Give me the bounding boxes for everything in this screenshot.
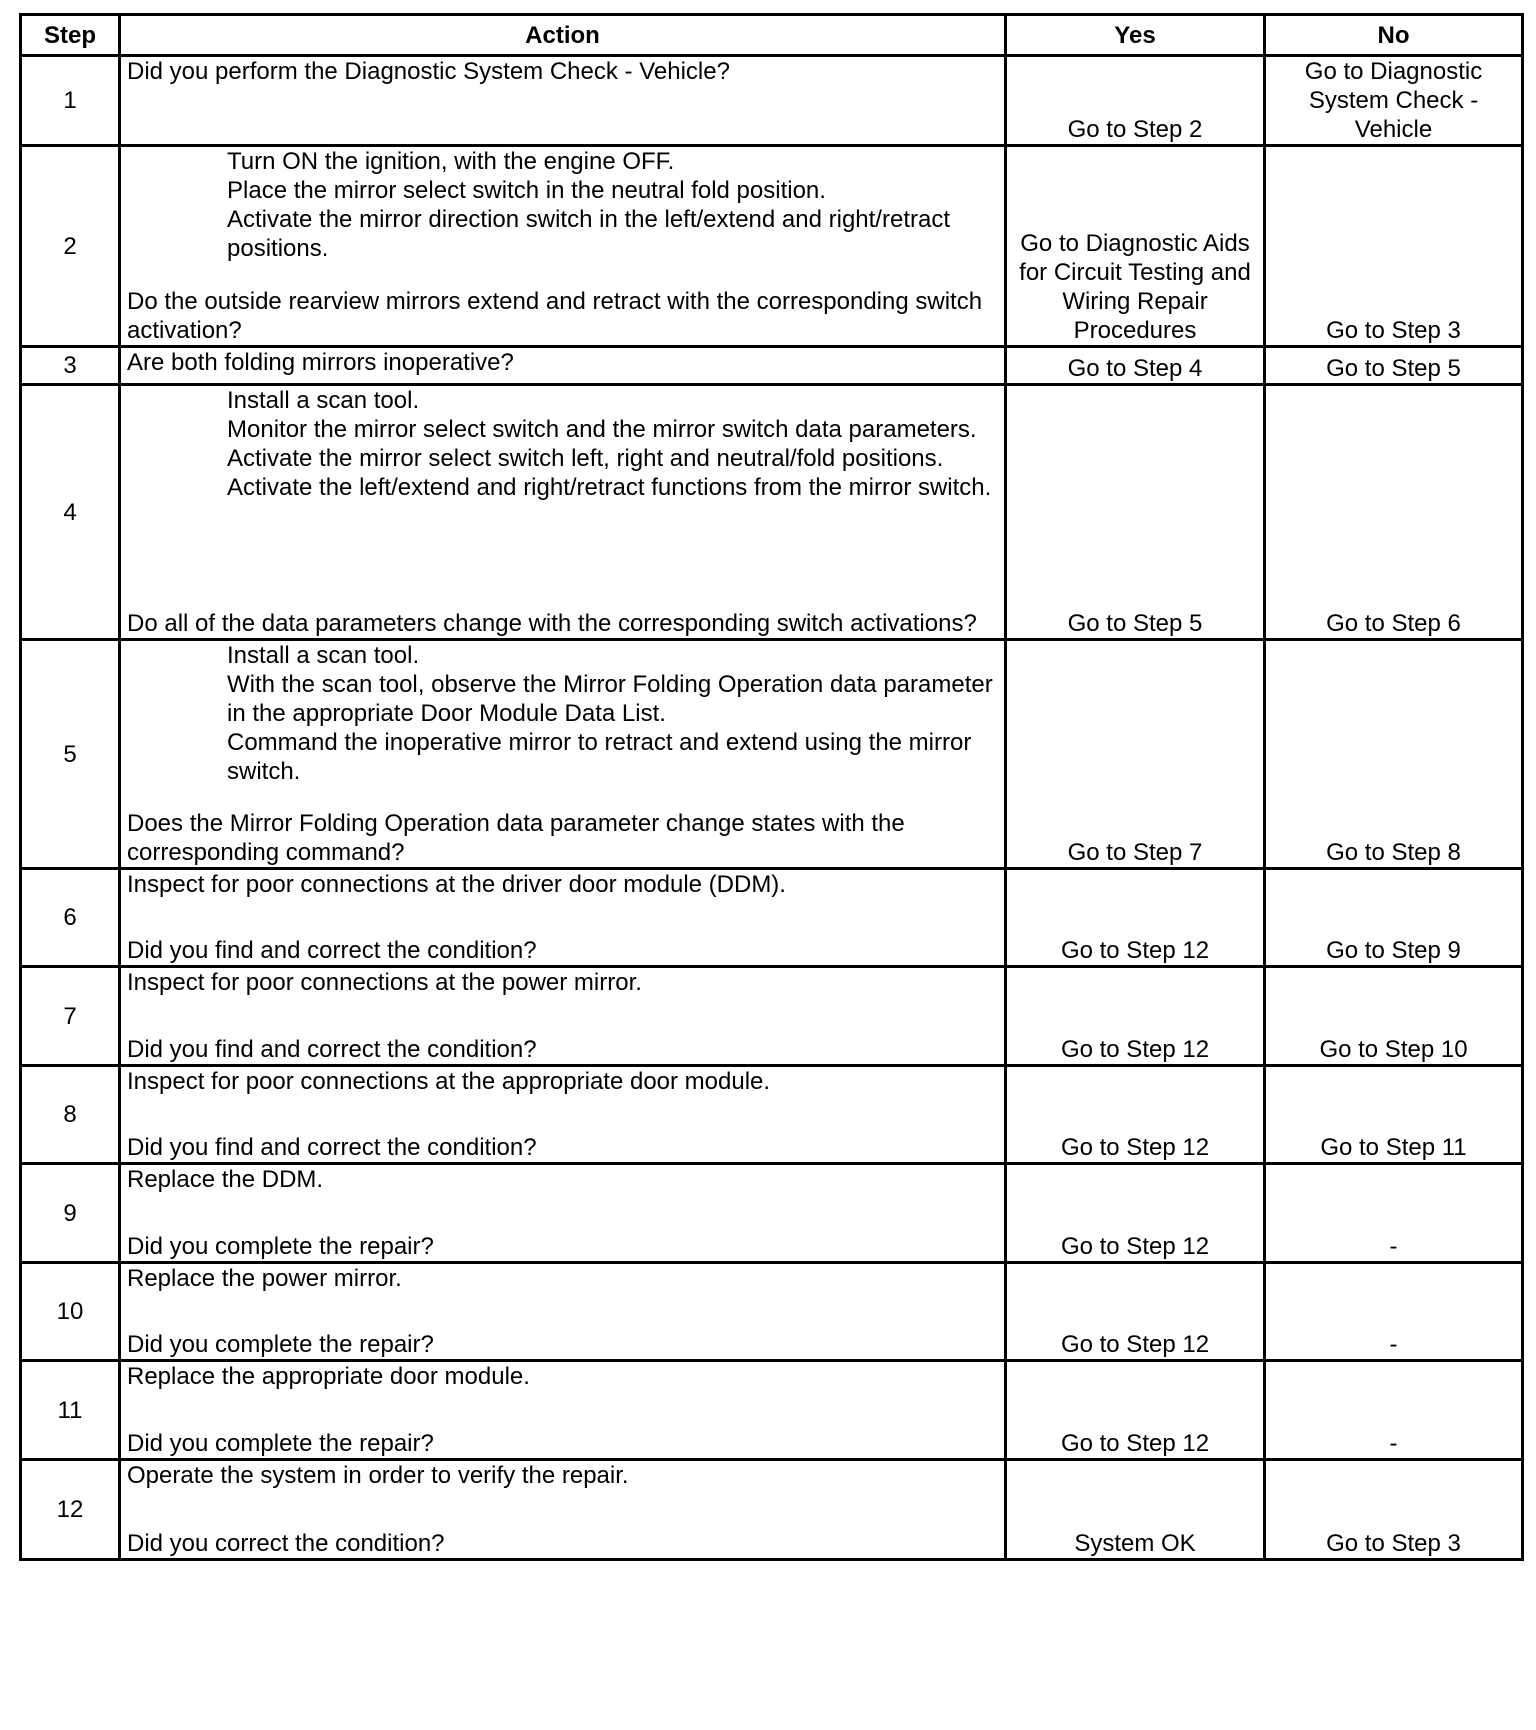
no-result: - — [1265, 1263, 1523, 1361]
step-number: 2 — [21, 146, 120, 347]
action-content — [127, 641, 998, 867]
yes-result: Go to Diagnostic Aids for Circuit Testing and Wiring Repair Procedures — [1006, 146, 1265, 347]
header-step: Step — [21, 15, 120, 56]
action-instruction: Inspect for poor connections at the driver door module (DDM). — [127, 871, 786, 898]
action-content — [127, 348, 998, 383]
action-instruction: Inspect for poor connections at the appropriate door module. — [127, 1068, 771, 1095]
step-number: 11 — [21, 1361, 120, 1460]
step-number: 12 — [21, 1460, 120, 1560]
action-cell — [120, 869, 1006, 967]
action-question: Did you complete the repair? — [127, 1430, 434, 1457]
instruction-item: Install a scan tool. — [227, 387, 420, 414]
no-result: Go to Diagnostic System Check - Vehicle — [1265, 56, 1523, 146]
yes-result: Go to Step 12 — [1006, 967, 1265, 1066]
instruction-item: Command the inoperative mirror to retract and extend using the mirror switch. — [227, 729, 972, 785]
action-content — [127, 1362, 998, 1458]
step-number: 1 — [21, 56, 120, 146]
yes-result: Go to Step 12 — [1006, 1361, 1265, 1460]
action-cell — [120, 1460, 1006, 1560]
action-content — [127, 1165, 998, 1261]
action-instruction: Inspect for poor connections at the power mirror. — [127, 969, 642, 996]
instruction-item: Activate the left/extend and right/retract functions from the mirror switch. — [227, 474, 992, 501]
table-row — [21, 56, 1523, 146]
instruction-item: Place the mirror select switch in the neutral fold position. — [227, 177, 826, 204]
action-instruction: Replace the appropriate door module. — [127, 1363, 530, 1390]
step-number: 10 — [21, 1263, 120, 1361]
action-content — [127, 147, 998, 345]
step-number: 3 — [21, 347, 120, 385]
yes-result: System OK — [1006, 1460, 1265, 1560]
action-content — [127, 386, 998, 638]
action-cell — [120, 967, 1006, 1066]
table-row — [21, 640, 1523, 869]
action-content — [127, 1264, 998, 1359]
no-result: Go to Step 3 — [1265, 1460, 1523, 1560]
no-result: Go to Step 11 — [1265, 1066, 1523, 1164]
table-body — [21, 56, 1523, 1560]
action-question: Did you perform the Diagnostic System Check - Vehicle? — [127, 58, 730, 85]
yes-result: Go to Step 5 — [1006, 385, 1265, 640]
instruction-item: Install a scan tool. — [227, 642, 420, 669]
table-row — [21, 1263, 1523, 1361]
instruction-item: With the scan tool, observe the Mirror Folding Operation data parameter in the appropriate Door Module Data List. — [227, 671, 993, 727]
header-no: No — [1265, 15, 1523, 56]
instruction-item: Activate the mirror select switch left, right and neutral/fold positions. — [227, 445, 944, 472]
instruction-item: Monitor the mirror select switch and the mirror switch data parameters. — [227, 416, 977, 443]
table-row — [21, 1361, 1523, 1460]
no-result: - — [1265, 1164, 1523, 1263]
yes-result: Go to Step 12 — [1006, 1263, 1265, 1361]
action-question: Did you complete the repair? — [127, 1331, 434, 1358]
action-cell — [120, 347, 1006, 385]
yes-result: Go to Step 12 — [1006, 1164, 1265, 1263]
action-question: Are both folding mirrors inoperative? — [127, 349, 514, 376]
step-number: 8 — [21, 1066, 120, 1164]
action-instruction: Operate the system in order to verify the repair. — [127, 1462, 629, 1489]
table-row — [21, 1460, 1523, 1560]
no-result: Go to Step 5 — [1265, 347, 1523, 385]
step-number: 4 — [21, 385, 120, 640]
action-question: Did you correct the condition? — [127, 1530, 445, 1557]
action-question: Do all of the data parameters change with the corresponding switch activations? — [127, 610, 977, 637]
diagnostic-table — [19, 13, 1524, 1561]
header-row — [21, 15, 1523, 56]
table-row — [21, 967, 1523, 1066]
instruction-list — [127, 147, 998, 263]
table-row — [21, 146, 1523, 347]
action-instruction: Replace the DDM. — [127, 1166, 324, 1193]
no-result: Go to Step 3 — [1265, 146, 1523, 347]
table-row — [21, 347, 1523, 385]
yes-result: Go to Step 2 — [1006, 56, 1265, 146]
no-result: Go to Step 6 — [1265, 385, 1523, 640]
step-number: 6 — [21, 869, 120, 967]
no-result: Go to Step 9 — [1265, 869, 1523, 967]
step-number: 5 — [21, 640, 120, 869]
action-content — [127, 870, 998, 965]
action-content — [127, 57, 998, 144]
action-cell — [120, 640, 1006, 869]
table-row — [21, 385, 1523, 640]
action-question: Did you find and correct the condition? — [127, 1134, 537, 1161]
no-result: Go to Step 10 — [1265, 967, 1523, 1066]
instruction-list — [127, 386, 998, 502]
step-number: 7 — [21, 967, 120, 1066]
action-content — [127, 1461, 998, 1558]
action-cell — [120, 1263, 1006, 1361]
action-content — [127, 1067, 998, 1162]
action-question: Did you complete the repair? — [127, 1233, 434, 1260]
header-yes: Yes — [1006, 15, 1265, 56]
instruction-item: Turn ON the ignition, with the engine OFF. — [227, 148, 675, 175]
step-number: 9 — [21, 1164, 120, 1263]
action-question: Does the Mirror Folding Operation data parameter change states with the corresponding command? — [127, 810, 905, 866]
table-row — [21, 869, 1523, 967]
action-cell — [120, 146, 1006, 347]
yes-result: Go to Step 12 — [1006, 1066, 1265, 1164]
action-question: Do the outside rearview mirrors extend and retract with the corresponding switch activation? — [127, 288, 983, 344]
yes-result: Go to Step 12 — [1006, 869, 1265, 967]
action-cell — [120, 56, 1006, 146]
yes-result: Go to Step 4 — [1006, 347, 1265, 385]
action-content — [127, 968, 998, 1064]
instruction-list — [127, 641, 998, 786]
yes-result: Go to Step 7 — [1006, 640, 1265, 869]
table-row — [21, 1164, 1523, 1263]
action-cell — [120, 1361, 1006, 1460]
no-result: Go to Step 8 — [1265, 640, 1523, 869]
table-row — [21, 1066, 1523, 1164]
action-instruction: Replace the power mirror. — [127, 1265, 402, 1292]
no-result: - — [1265, 1361, 1523, 1460]
action-cell — [120, 385, 1006, 640]
action-question: Did you find and correct the condition? — [127, 1036, 537, 1063]
header-action: Action — [120, 15, 1006, 56]
action-question: Did you find and correct the condition? — [127, 937, 537, 964]
action-cell — [120, 1066, 1006, 1164]
instruction-item: Activate the mirror direction switch in the left/extend and right/retract positions. — [227, 206, 950, 262]
action-cell — [120, 1164, 1006, 1263]
